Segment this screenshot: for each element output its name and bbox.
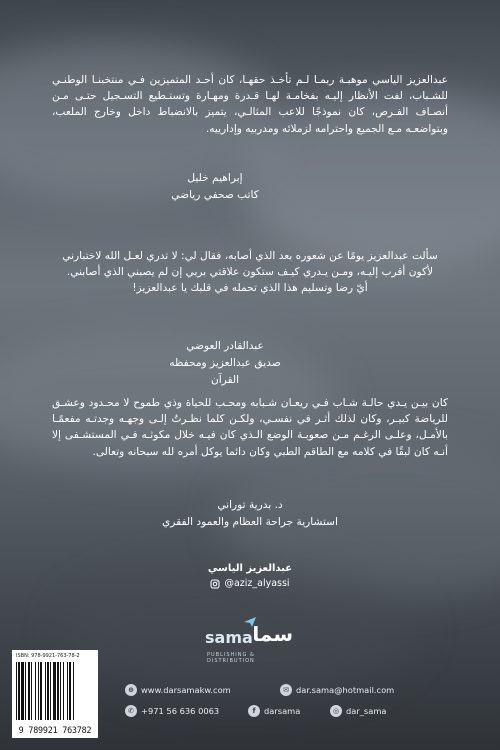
quote-paragraph: عبدالعزيز الياسي موهبـة ربمـا لـم تأخـذ حقهـا، كان أحـد المتميزين فـي منتخبنـا الوطنـي للشـباب، لفت الأنظار إليـه بفخامـة لهـا قـدرة ومهـارة وتستـطيع التسـجيل حتـى مـن أنصـاف الفـرص، كان نموذجًا للاعب المثالـي، يتميز بالانضباط داخل وخارج الملعب، وبتواضعـه مـع الجميع واحترامه لزملائه ومدربيه وإدارييه. (52, 74, 448, 135)
isbn-label: ISBN: 978-9921-763-78-2 (16, 653, 80, 659)
instagram-icon (210, 579, 220, 589)
testimonial-signature-3 (130, 497, 370, 531)
phone-text: +971 56 636 0063 (141, 706, 220, 716)
testimonial-quote-3 (52, 395, 448, 460)
instagram-contact[interactable] (330, 705, 386, 717)
facebook-contact[interactable] (248, 705, 300, 717)
barcode-bars (16, 662, 94, 720)
publisher-logo-subtitle: PUBLISHING & DISTRIBUTION (207, 652, 255, 664)
signature-name: عبدالقادر العوضي (186, 340, 264, 352)
quote-paragraph: كان بيـن يـدي حالـة شـاب فـي ريعـان شـبابه ومحـب للحياة وذي طموح لا محـدود وعشـق للرياضة كبيـر، وكان لذلك أثـر في نفسـي، ولكـن كلما نظـرتُ إلـى وجهـه وجدتـه مفعمًـا بالأمـل، وعلـى الرغـم مـن صعوبـة الوضع الـذي كان فيـه خلال مكوثـه فـي المستشـفى إلا أنـه كان لبقًا في كلامه مع الطاقم الطبي وكان دائما يوكل أمره لله سبحانه وتعالى. (52, 397, 448, 458)
author-name: عبدالعزيز الياسي (207, 563, 293, 574)
testimonial-signature-1 (160, 170, 270, 204)
testimonial-quote-1 (52, 72, 448, 137)
barcode-number: 9 789921 763782 (18, 725, 92, 735)
signature-title: استشارية جراحة العظام والعمود الفقري (162, 516, 338, 528)
phone-icon: ✆ (125, 705, 137, 717)
publisher-logo (205, 622, 295, 666)
testimonial-quote-2 (52, 248, 448, 297)
testimonial-signature-2 (160, 338, 290, 389)
facebook-icon: f (248, 705, 260, 717)
mail-icon: ✉ (280, 684, 292, 696)
quote-paragraph: سألت عبدالعزيز يومًا عن شعوره بعد الذي أصابه، فقال لي: لا تدري لعـل الله لاختبارني لأكون أقرب إليـه، ومـن يـدري كيـف ستكون علاقتي بربي إن لم يصبني الذي أصابني. (62, 250, 438, 279)
phone-contact[interactable] (125, 705, 219, 717)
email-contact[interactable] (280, 684, 394, 696)
instagram-icon: ◎ (330, 705, 342, 717)
quote-paragraph: أيّ رضا وتسليم هذا الذي تحمله في قلبك يا عبدالعزيز! (132, 282, 368, 295)
signature-name: إبراهيم خليل (187, 172, 243, 184)
facebook-text: darsama (264, 706, 301, 716)
publisher-logo-text: sama (205, 628, 253, 647)
website-contact[interactable] (125, 684, 231, 696)
email-text: dar.sama@hotmail.com (296, 685, 395, 695)
author-handle[interactable] (180, 578, 320, 589)
globe-icon: ⊕ (125, 684, 137, 696)
signature-title: صديق عبدالعزيز ومحفظه القرآن (169, 357, 281, 386)
signature-name: د. بدرية توراني (217, 499, 283, 511)
signature-title: كاتب صحفي رياضي (171, 189, 259, 201)
publisher-logo-arabic: سما (252, 622, 293, 646)
website-text: www.darsamakw.com (141, 685, 231, 695)
instagram-text: dar_sama (346, 706, 387, 716)
isbn-barcode (12, 650, 98, 738)
author-handle-text: @aziz_alyassi (224, 578, 290, 589)
